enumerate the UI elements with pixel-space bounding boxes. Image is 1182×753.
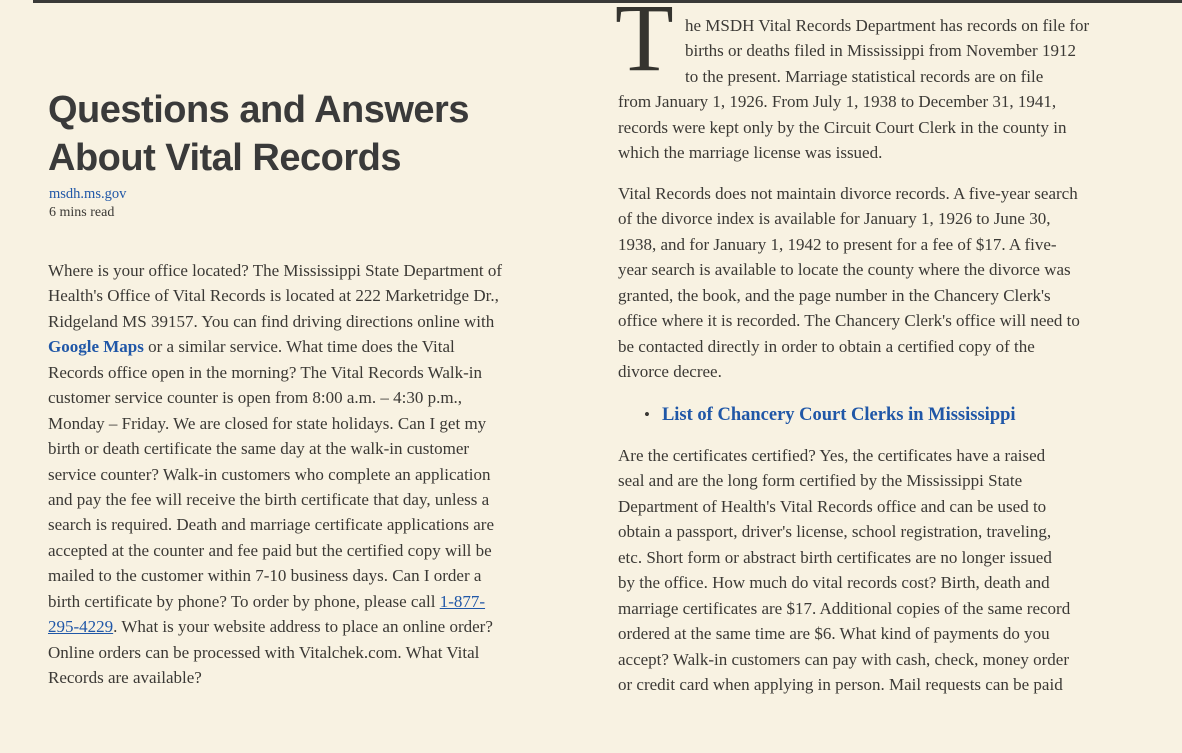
text-line bbox=[48, 512, 502, 537]
text-segment: marriage certificates are $17. Additional copies of the same record bbox=[618, 598, 1071, 618]
text-line bbox=[618, 334, 1080, 359]
text-line bbox=[618, 257, 1080, 282]
left-column bbox=[48, 0, 578, 753]
text-line bbox=[618, 468, 1070, 493]
text-line bbox=[618, 570, 1070, 595]
text-line bbox=[618, 181, 1080, 206]
phone-link-part2[interactable]: 295-4229 bbox=[48, 617, 114, 637]
text-line bbox=[618, 38, 1089, 63]
text-line bbox=[48, 462, 502, 487]
text-segment: he MSDH Vital Records Department has records on file for bbox=[685, 16, 1090, 35]
text-line bbox=[48, 436, 502, 461]
text-segment: Department of Health's Vital Records office and can be used to bbox=[618, 496, 1047, 516]
bullet-list-item bbox=[644, 402, 1016, 428]
text-segment: . What is your website address to place an online order? bbox=[113, 617, 493, 637]
text-line bbox=[618, 64, 1089, 89]
text-line bbox=[48, 614, 502, 639]
article-paragraph-certificates bbox=[618, 443, 1070, 697]
text-segment: Records office open in the morning? The Vital Records Walk-in bbox=[48, 362, 482, 382]
text-segment: Vital Records does not maintain divorce records. A five-year search bbox=[618, 184, 1078, 203]
text-line bbox=[618, 308, 1080, 333]
text-segment: Records are available? bbox=[48, 668, 202, 687]
text-segment: divorce decree. bbox=[618, 362, 722, 382]
text-segment: obtain a passport, driver's license, school registration, traveling, bbox=[618, 522, 1052, 542]
phone-link-part1[interactable]: 1-877- bbox=[439, 591, 486, 611]
text-segment: which the marriage license was issued. bbox=[618, 143, 883, 163]
text-line bbox=[618, 140, 1089, 165]
google-maps-link[interactable]: Google Maps bbox=[48, 337, 144, 357]
text-line bbox=[48, 385, 502, 410]
text-line bbox=[48, 589, 502, 614]
text-segment: Online orders can be processed with Vitalchek.com. What Vital bbox=[48, 642, 480, 662]
text-segment: seal and are the long form certified by the Mississippi State bbox=[618, 471, 1023, 491]
text-segment: births or deaths filed in Mississippi from November 1912 bbox=[685, 41, 1076, 61]
text-segment: or a similar service. What time does the Vital bbox=[143, 337, 455, 357]
text-segment: service counter? Walk-in customers who complete an application bbox=[48, 464, 491, 484]
text-line bbox=[618, 443, 1070, 468]
chancery-clerks-link[interactable]: List of Chancery Court Clerks in Mississippi bbox=[661, 405, 1016, 425]
text-segment: etc. Short form or abstract birth certificates are no longer issued bbox=[618, 547, 1052, 567]
article-title bbox=[48, 86, 469, 182]
text-line bbox=[618, 596, 1070, 621]
text-segment: office where it is recorded. The Chancery Clerk's office will need to bbox=[618, 311, 1080, 331]
text-segment: accept? Walk-in customers can pay with cash, check, money order bbox=[618, 649, 1069, 669]
text-segment: records were kept only by the Circuit Court Clerk in the county in bbox=[618, 117, 1067, 137]
text-segment: to the present. Marriage statistical records are on file bbox=[685, 66, 1044, 86]
bullet-marker-icon: • bbox=[644, 405, 650, 424]
text-segment: 1938, and for January 1, 1942 to present for a fee of $17. A five- bbox=[618, 234, 1057, 254]
right-column bbox=[615, 0, 1163, 753]
dropcap-letter: T bbox=[615, 0, 674, 91]
text-segment: birth or death certificate the same day at the walk-in customer bbox=[48, 439, 470, 459]
text-line bbox=[48, 309, 502, 334]
text-line bbox=[618, 89, 1089, 114]
text-segment: ordered at the same time are $6. What kind of payments do you bbox=[618, 624, 1050, 644]
text-segment: Health's Office of Vital Records is located at 222 Marketridge Dr., bbox=[48, 286, 499, 306]
text-segment: be contacted directly in order to obtain a certified copy of the bbox=[618, 336, 1035, 356]
article-title-line1: Questions and Answers bbox=[48, 89, 469, 131]
text-segment: search is required. Death and marriage certificate applications are bbox=[48, 515, 495, 535]
article-paragraph-records-on-file bbox=[618, 13, 1089, 166]
text-segment: granted, the book, and the page number in the Chancery Clerk's bbox=[618, 285, 1051, 305]
text-segment: by the office. How much do vital records cost? Birth, death and bbox=[618, 573, 1050, 593]
text-line bbox=[618, 232, 1080, 257]
text-segment: Are the certificates certified? Yes, the certificates have a raised bbox=[618, 446, 1046, 465]
text-line bbox=[618, 494, 1070, 519]
text-line bbox=[618, 359, 1080, 384]
read-time: 6 mins read bbox=[49, 205, 115, 220]
text-line bbox=[48, 411, 502, 436]
article-paragraph-divorce-records bbox=[618, 181, 1080, 385]
text-line bbox=[48, 283, 502, 308]
text-line bbox=[618, 13, 1089, 38]
text-segment: year search is available to locate the county where the divorce was bbox=[618, 260, 1071, 280]
article-title-line2: About Vital Records bbox=[48, 137, 401, 179]
text-line bbox=[618, 115, 1089, 140]
text-segment: of the divorce index is available for January 1, 1926 to June 30, bbox=[618, 209, 1051, 229]
text-line bbox=[48, 665, 502, 690]
text-segment: Where is your office located? The Mississippi State Department of bbox=[48, 261, 502, 280]
text-line bbox=[618, 519, 1070, 544]
text-line bbox=[618, 206, 1080, 231]
text-line bbox=[48, 563, 502, 588]
text-segment: birth certificate by phone? To order by phone, please call bbox=[48, 591, 440, 611]
text-segment: Ridgeland MS 39157. You can find driving directions online with bbox=[48, 311, 495, 331]
text-line bbox=[48, 487, 502, 512]
text-line bbox=[618, 647, 1070, 672]
text-line bbox=[48, 360, 502, 385]
text-segment: Monday – Friday. We are closed for state holidays. Can I get my bbox=[48, 413, 487, 433]
text-segment: accepted at the counter and fee paid but the certified copy will be bbox=[48, 540, 492, 560]
text-line bbox=[618, 672, 1070, 697]
text-segment: customer service counter is open from 8:00 a.m. – 4:30 p.m., bbox=[48, 388, 463, 408]
text-line bbox=[48, 640, 502, 665]
text-line bbox=[618, 621, 1070, 646]
text-line bbox=[48, 258, 502, 283]
text-segment: mailed to the customer within 7-10 business days. Can I order a bbox=[48, 566, 482, 586]
text-segment: from January 1, 1926. From July 1, 1938 to December 31, 1941, bbox=[618, 92, 1057, 112]
text-line bbox=[48, 334, 502, 359]
text-line bbox=[48, 538, 502, 563]
text-line bbox=[618, 545, 1070, 570]
source-link[interactable]: msdh.ms.gov bbox=[49, 186, 127, 202]
text-segment: and pay the fee will receive the birth certificate that day, unless a bbox=[48, 489, 490, 509]
text-line bbox=[618, 283, 1080, 308]
text-segment: or credit card when applying in person. Mail requests can be paid bbox=[618, 674, 1063, 694]
article-paragraph-questions bbox=[48, 258, 502, 690]
